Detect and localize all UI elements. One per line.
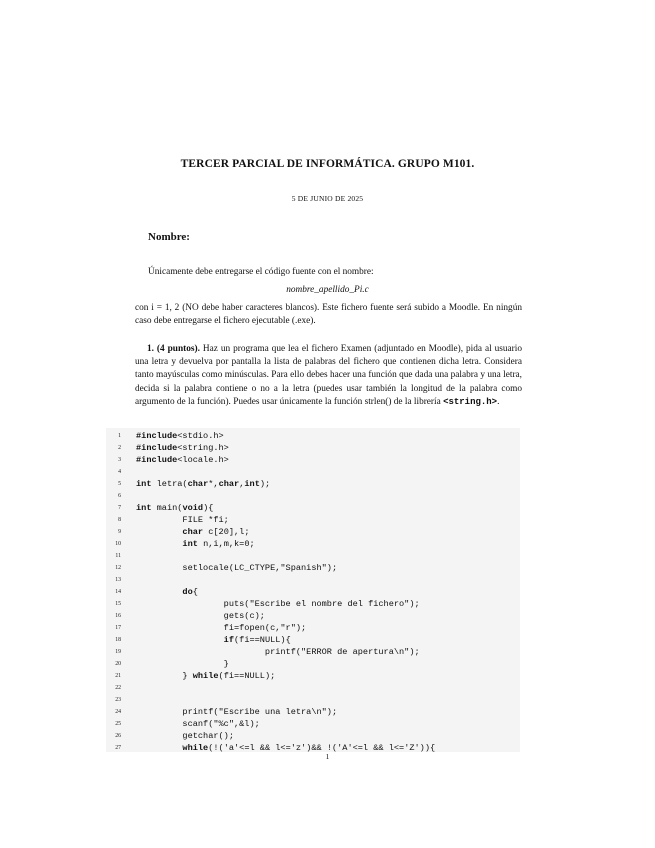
line-number: 3 bbox=[118, 457, 121, 463]
line-number: 16 bbox=[115, 613, 121, 619]
line-number: 19 bbox=[115, 649, 121, 655]
name-label: Nombre: bbox=[148, 231, 190, 243]
question-1 bbox=[135, 343, 522, 409]
line-number: 14 bbox=[115, 589, 121, 595]
page-number: 1 bbox=[325, 752, 330, 761]
line-number: 17 bbox=[115, 625, 121, 631]
code-keyword: char bbox=[218, 479, 240, 489]
code-segment: *, bbox=[208, 479, 219, 489]
line-number: 20 bbox=[115, 661, 121, 667]
code-keyword: while bbox=[182, 743, 209, 753]
code-text bbox=[136, 622, 306, 634]
code-text bbox=[136, 502, 213, 514]
code-line bbox=[106, 670, 520, 682]
code-line bbox=[106, 730, 520, 742]
line-number: 21 bbox=[115, 673, 121, 679]
code-line bbox=[106, 526, 520, 538]
code-line bbox=[106, 658, 520, 670]
code-keyword: int bbox=[182, 539, 198, 549]
line-number: 23 bbox=[115, 697, 121, 703]
line-number: 8 bbox=[118, 517, 121, 523]
code-segment: ); bbox=[259, 479, 271, 489]
code-segment: fi=fopen(c,"r"); bbox=[136, 623, 307, 633]
line-number: 25 bbox=[115, 721, 121, 727]
code-line bbox=[106, 610, 520, 622]
code-segment: gets(c); bbox=[136, 611, 265, 621]
code-segment: } bbox=[136, 659, 229, 669]
code-segment: (!('a'<=l && l<='z')&& !('A'<=l && l<='Z')){ bbox=[208, 743, 436, 753]
code-keyword: if bbox=[223, 635, 234, 645]
code-keyword: int bbox=[244, 479, 260, 489]
code-keyword: int bbox=[136, 503, 152, 513]
code-line bbox=[106, 454, 520, 466]
code-segment: { bbox=[192, 587, 198, 597]
code-segment: main( bbox=[151, 503, 183, 513]
line-number: 2 bbox=[118, 445, 121, 451]
code-keyword: #include bbox=[136, 443, 178, 453]
code-text bbox=[136, 562, 337, 574]
code-line bbox=[106, 646, 520, 658]
code-line bbox=[106, 718, 520, 730]
code-segment: , bbox=[239, 479, 245, 489]
code-line bbox=[106, 634, 520, 646]
code-line bbox=[106, 514, 520, 526]
code-keyword: do bbox=[182, 587, 193, 597]
code-line bbox=[106, 442, 520, 454]
line-number: 4 bbox=[118, 469, 121, 475]
question-1-label: 1. (4 puntos). bbox=[147, 344, 200, 354]
line-number: 26 bbox=[115, 733, 121, 739]
code-line bbox=[106, 586, 520, 598]
line-number: 5 bbox=[118, 481, 121, 487]
code-segment: n,i,m,k=0; bbox=[197, 539, 255, 549]
code-segment: FILE *fi; bbox=[136, 515, 229, 525]
line-number: 24 bbox=[115, 709, 121, 715]
code-segment: letra( bbox=[151, 479, 188, 489]
code-text bbox=[136, 706, 337, 718]
code-listing bbox=[106, 428, 520, 752]
code-text bbox=[136, 430, 224, 442]
code-keyword: char bbox=[182, 527, 204, 537]
code-text bbox=[136, 478, 270, 490]
code-line bbox=[106, 706, 520, 718]
exam-date: 5 DE JUNIO DE 2025 bbox=[291, 194, 364, 203]
line-number: 9 bbox=[118, 529, 121, 535]
code-text bbox=[136, 634, 291, 646]
code-segment: <locale.h> bbox=[177, 455, 229, 465]
line-number: 10 bbox=[115, 541, 121, 547]
code-text bbox=[136, 526, 249, 538]
code-line bbox=[106, 598, 520, 610]
code-segment: c[20],l; bbox=[203, 527, 250, 537]
code-keyword: void bbox=[182, 503, 204, 513]
code-text bbox=[136, 538, 255, 550]
code-keyword: int bbox=[136, 479, 152, 489]
code-line bbox=[106, 562, 520, 574]
code-segment: } bbox=[136, 671, 193, 681]
code-text bbox=[136, 586, 198, 598]
code-line bbox=[106, 574, 520, 586]
line-number: 27 bbox=[115, 745, 121, 751]
code-text bbox=[136, 718, 260, 730]
question-1-library: <string.h> bbox=[443, 396, 498, 407]
code-segment bbox=[136, 587, 182, 597]
code-keyword: while bbox=[192, 671, 219, 681]
line-number: 7 bbox=[118, 505, 121, 511]
line-number: 13 bbox=[115, 577, 121, 583]
instructions-conditions: con i = 1, 2 (NO debe haber caracteres blancos). Este fichero fuente será subido a Moodle. En ningún caso debe entregarse el fichero ejecutable (.exe). bbox=[135, 303, 522, 327]
line-number: 15 bbox=[115, 601, 121, 607]
instructions-line: Únicamente debe entregarse el código fuente con el nombre: bbox=[148, 267, 374, 277]
code-line bbox=[106, 538, 520, 550]
code-segment: printf("Escribe una letra\n"); bbox=[136, 707, 338, 717]
code-line bbox=[106, 478, 520, 490]
code-line bbox=[106, 694, 520, 706]
code-line bbox=[106, 430, 520, 442]
line-number: 22 bbox=[115, 685, 121, 691]
page-title: TERCER PARCIAL DE INFORMÁTICA. GRUPO M101. bbox=[180, 158, 475, 170]
question-1-end: . bbox=[497, 396, 500, 407]
line-number: 12 bbox=[115, 565, 121, 571]
line-number: 18 bbox=[115, 637, 121, 643]
code-text bbox=[136, 670, 275, 682]
question-1-text: Haz un programa que lea el fichero Examen (adjuntado en Moodle), pida al usuario una letra y devuelva por pantalla la lista de palabras del fichero que contienen dicha letra. Considera tanto mayúsculas como minúsculas. Para ello debes hacer una función que dada una palabra y una letra, decida si la palabra contiene o no a la letra (puedes usar también la longitud de la palabra como argumento de la función). Puedes usar únicamente la función strlen() de la librería bbox=[135, 344, 522, 407]
line-number: 1 bbox=[118, 433, 121, 439]
code-line bbox=[106, 550, 520, 562]
required-filename: nombre_apellido_Pi.c bbox=[286, 285, 369, 295]
code-text bbox=[136, 730, 234, 742]
code-text bbox=[136, 442, 229, 454]
code-segment bbox=[136, 635, 224, 645]
code-segment: ){ bbox=[203, 503, 214, 513]
code-line bbox=[106, 466, 520, 478]
code-segment: <string.h> bbox=[177, 443, 229, 453]
line-number: 11 bbox=[115, 553, 121, 559]
code-keyword: char bbox=[187, 479, 209, 489]
code-keyword: #include bbox=[136, 455, 178, 465]
code-text bbox=[136, 646, 420, 658]
code-segment: scanf("%c",&l); bbox=[136, 719, 260, 729]
code-line bbox=[106, 490, 520, 502]
code-segment: printf("ERROR de apertura\n"); bbox=[136, 647, 420, 657]
code-text bbox=[136, 514, 229, 526]
code-segment: puts("Escribe el nombre del fichero"); bbox=[136, 599, 420, 609]
code-segment: (fi==NULL){ bbox=[234, 635, 291, 645]
code-text bbox=[136, 598, 420, 610]
code-line bbox=[106, 682, 520, 694]
code-segment: <stdio.h> bbox=[177, 431, 224, 441]
code-segment: setlocale(LC_CTYPE,"Spanish"); bbox=[136, 563, 338, 573]
code-keyword: #include bbox=[136, 431, 178, 441]
line-number: 6 bbox=[118, 493, 121, 499]
code-text bbox=[136, 454, 229, 466]
code-text bbox=[136, 658, 229, 670]
code-text bbox=[136, 610, 265, 622]
code-line bbox=[106, 622, 520, 634]
code-segment bbox=[136, 539, 182, 549]
code-segment bbox=[136, 527, 182, 537]
code-segment: (fi==NULL); bbox=[218, 671, 276, 681]
code-line bbox=[106, 502, 520, 514]
code-segment: getchar(); bbox=[136, 731, 234, 741]
